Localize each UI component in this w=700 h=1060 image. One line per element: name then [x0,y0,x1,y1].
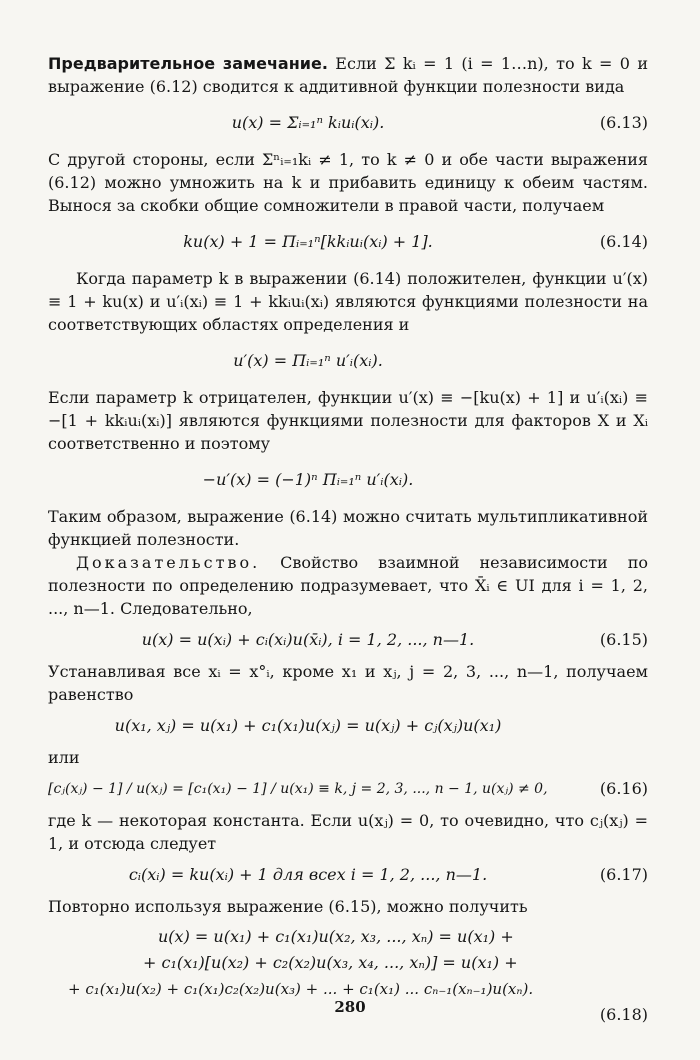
equation-formula: u′(x) = Πᵢ₌₁ⁿ u′ᵢ(xᵢ). [233,351,383,370]
page-number: 280 [334,998,366,1016]
equation-number: (6.15) [599,630,648,649]
equation-formula: u(x) = Σᵢ₌₁ⁿ kᵢuᵢ(xᵢ). [231,113,385,132]
equation-formula: [cⱼ(xⱼ) − 1] / u(xⱼ) = [c₁(x₁) − 1] / u(x₁) ≡ k, j = 2, 3, ..., n − 1, u(xⱼ) ≠ 0, [48,781,548,797]
intro-heading: Предварительное замечание. [48,54,328,73]
or-word: или [48,748,80,767]
paragraph-6: Устанавливая все xᵢ = x°ᵢ, кроме x₁ и xⱼ, j = 2, 3, ..., n—1, получаем равенство [48,662,648,704]
equation-6-17 [48,855,648,895]
equation-formula: cᵢ(xᵢ) = ku(xᵢ) + 1 для всех i = 1, 2, ..., n—1. [128,865,488,884]
paragraph-2: С другой стороны, если Σⁿᵢ₌₁kᵢ ≠ 1, то k ≠ 0 и обе части выражения (6.12) можно умножить на k и прибавить единицу к обеим частям. Вынося за скобки общие сомножители в правой части, получаем [48,150,648,215]
paragraph-8: Повторно используя выражение (6.15), можно получить [48,897,528,916]
page-body [48,52,648,1028]
equation-number: (6.13) [599,113,648,132]
equation-6-16 [48,769,648,809]
intro-text: Если Σ kᵢ = 1 (i = 1…n), то k = 0 и выражение (6.12) сводится к аддитивной функции полезности вида [48,54,648,96]
equation-line-2: + c₁(x₁)[u(x₂) + c₂(x₂)u(x₃, x₄, ..., xₙ)] = u(x₁) + [143,953,518,972]
equation-product-2 [48,455,648,505]
equation-formula: u(x) = u(xᵢ) + cᵢ(xᵢ)u(x̄ᵢ), i = 1, 2, ..., n—1. [141,630,475,649]
equation-product-1 [48,336,648,386]
equation-line-1: u(x) = u(x₁) + c₁(x₁)u(x₂, x₃, ..., xₙ) = u(x₁) + [158,927,514,946]
equation-formula: u(x₁, xⱼ) = u(x₁) + c₁(x₁)u(xⱼ) = u(xⱼ) + cⱼ(xⱼ)u(x₁) [114,716,502,735]
equation-pair [48,706,648,746]
equation-number: (6.17) [599,865,648,884]
equation-6-13 [48,98,648,148]
equation-line-3: + c₁(x₁)u(x₂) + c₁(x₁)c₂(x₂)u(x₃) + ... + c₁(x₁) ... cₙ₋₁(xₙ₋₁)u(xₙ). [68,980,534,998]
paragraph-7: где k — некоторая константа. Если u(xⱼ) = 0, то очевидно, что cⱼ(xⱼ) = 1, и отсюда следует [48,811,648,853]
paragraph-5: Таким образом, выражение (6.14) можно считать мультипликативной функцией полезности. [48,507,648,549]
paragraph-3: Когда параметр k в выражении (6.14) положителен, функции u′(x) ≡ 1 + ku(x) и u′ᵢ(xᵢ) ≡ 1 + kkᵢuᵢ(xᵢ) являются функциями полезности на соответствующих областях определения и [48,269,648,334]
equation-6-15 [48,620,648,660]
equation-formula: −u′(x) = (−1)ⁿ Πᵢ₌₁ⁿ u′ᵢ(xᵢ). [202,470,414,489]
proof-text: Свойство взаимной независимости по полезности по определению подразумевает, что X̄ᵢ ∈ UI для i = 1, 2, ..., n—1. Следовательно, [48,553,648,618]
proof-paragraph [48,551,648,620]
proof-label: Доказательство. [76,553,261,572]
intro-paragraph [48,52,648,98]
equation-number: (6.16) [599,779,648,798]
equation-number: (6.18) [599,1005,648,1024]
equation-formula: ku(x) + 1 = Πᵢ₌₁ⁿ[kkᵢuᵢ(xᵢ) + 1]. [183,232,433,251]
equation-6-14 [48,217,648,267]
paragraph-4: Если параметр k отрицателен, функции u′(x) ≡ −[ku(x) + 1] и u′ᵢ(xᵢ) ≡ −[1 + kkᵢuᵢ(xᵢ)] являются функциями полезности для факторов X и Xᵢ соответственно и поэтому [48,388,648,453]
equation-number: (6.14) [599,232,648,251]
